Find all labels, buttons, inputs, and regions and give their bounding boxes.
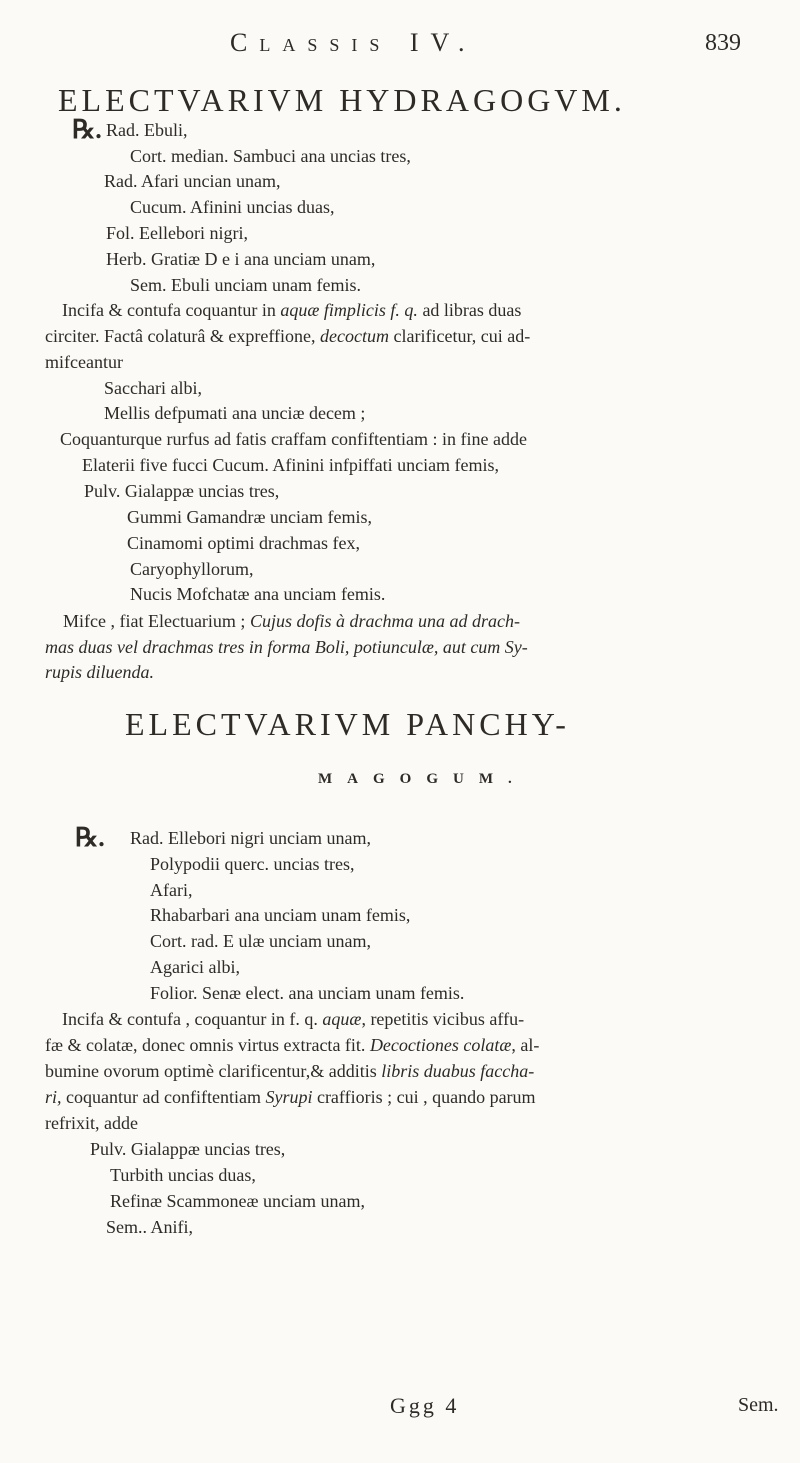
section-title-hydragogum: ELECTVARIVM HYDRAGOGVM.	[58, 82, 626, 118]
instruction-text: clarificetur, cui ad-	[393, 326, 531, 346]
ingredient-line: Cucum. Afinini uncias duas,	[130, 197, 335, 217]
instruction-line: mifceantur	[45, 352, 123, 372]
ingredient-line: Rhabarbari ana unciam unam femis,	[150, 905, 411, 925]
ingredient-line: Cort. median. Sambuci ana uncias tres,	[130, 146, 411, 166]
instruction-text: coquantur ad confiftentiam	[66, 1087, 261, 1107]
instruction-text: circiter. Factâ colaturâ & expreffione,	[45, 326, 316, 346]
instruction-line: Elaterii five fucci Cucum. Afinini infpiffati unciam femis,	[82, 455, 500, 475]
instruction-italic: Decoctiones colatæ	[369, 1035, 512, 1055]
instruction-line: rupis diluenda.	[45, 662, 155, 682]
instruction-italic: aquæ	[322, 1009, 362, 1029]
instruction-italic: decoctum	[320, 326, 390, 346]
ingredient-line: Cinamomi optimi drachmas fex,	[127, 533, 360, 553]
section-title-panchymagogum: ELECTVARIVM PANCHY-	[125, 706, 570, 742]
instruction-text: Mifce , fiat Electuarium ;	[63, 611, 246, 631]
ingredient-line: Sacchari albi,	[104, 378, 202, 398]
instruction-line	[63, 610, 520, 632]
ingredient-line: Herb. Gratiæ D e i ana unciam unam,	[106, 249, 376, 269]
ingredient-line: Cort. rad. E ulæ unciam unam,	[150, 931, 371, 951]
ingredient-line: Agarici albi,	[150, 957, 240, 977]
instruction-line: refrixit, adde	[45, 1113, 138, 1133]
ingredient-line: Rad. Ellebori nigri unciam unam,	[130, 828, 371, 848]
instruction-italic: ri,	[45, 1087, 62, 1107]
instruction-text: Incifa & contufa , coquantur in f. q.	[62, 1009, 318, 1029]
instruction-text: , repetitis vicibus affu-	[361, 1009, 525, 1029]
ingredient-line: Turbith uncias duas,	[110, 1165, 256, 1185]
instruction-line	[62, 1008, 524, 1030]
instruction-italic: aquæ fimplicis f. q.	[280, 300, 418, 320]
instruction-text: , al-	[511, 1035, 540, 1055]
ingredient-line: Folior. Senæ elect. ana unciam unam femis.	[150, 983, 465, 1003]
instruction-line	[62, 299, 521, 321]
ingredient-line: Sem.. Anifi,	[106, 1217, 194, 1237]
instruction-text: craffioris ; cui , quando parum	[316, 1087, 536, 1107]
instruction-line	[45, 325, 530, 347]
instruction-text: bumine ovorum optimè clarificentur,& additis	[45, 1061, 377, 1081]
ingredient-line: Caryophyllorum,	[130, 559, 254, 579]
instruction-text: Incifa & contufa coquantur in	[62, 300, 276, 320]
instruction-text: fæ & colatæ, donec omnis virtus extracta fit.	[45, 1035, 366, 1055]
ingredient-line: Pulv. Gialappæ uncias tres,	[84, 481, 280, 501]
instruction-italic: Syrupi	[265, 1087, 313, 1107]
instruction-line: mas duas vel drachmas tres in forma Boli, potiunculæ, aut cum Sy-	[45, 637, 528, 657]
recipe-symbol-icon: ℞.	[75, 823, 105, 852]
instruction-line	[45, 1086, 536, 1108]
ingredient-line: Polypodii querc. uncias tres,	[150, 854, 355, 874]
ingredient-line: Pulv. Gialappæ uncias tres,	[90, 1139, 286, 1159]
instruction-line: Coquanturque rurfus ad fatis craffam confiftentiam : in fine adde	[60, 429, 527, 449]
ingredient-line: Nucis Mofchatæ ana unciam femis.	[130, 584, 386, 604]
ingredient-line: Sem. Ebuli unciam unam femis.	[130, 275, 361, 295]
ingredient-line: Rad. Afari uncian unam,	[104, 171, 281, 191]
signature-mark: Ggg 4	[390, 1393, 460, 1418]
instruction-italic: libris duabus faccha-	[381, 1061, 535, 1081]
instruction-text: ad libras duas	[422, 300, 522, 320]
section-subtitle: MAGOGUM.	[318, 771, 527, 787]
instruction-italic: Cujus dofis à drachma una ad drach-	[249, 611, 520, 631]
running-head	[0, 28, 800, 68]
running-title: Classis IV.	[230, 28, 477, 57]
instruction-line	[45, 1034, 539, 1056]
ingredient-line: Refinæ Scammoneæ unciam unam,	[110, 1191, 365, 1211]
ingredient-line: Afari,	[150, 880, 193, 900]
ingredient-line: Fol. Eellebori nigri,	[106, 223, 248, 243]
ingredient-line: Rad. Ebuli,	[106, 120, 188, 140]
instruction-line	[45, 1060, 534, 1082]
ingredient-line: Mellis defpumati ana unciæ decem ;	[104, 403, 366, 423]
catchword: Sem.	[738, 1394, 779, 1416]
page-number: 839	[705, 30, 741, 56]
ingredient-line: Gummi Gamandræ unciam femis,	[127, 507, 372, 527]
recipe-symbol-icon: ℞.	[72, 115, 102, 144]
